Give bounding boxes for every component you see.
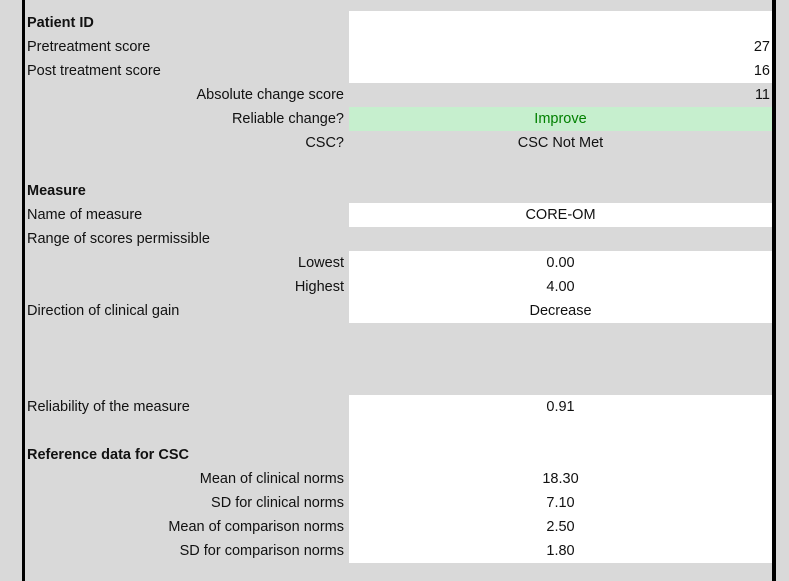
name-of-measure-cell[interactable]: CORE-OM (349, 203, 772, 227)
mean-comparison-cell[interactable]: 2.50 (349, 515, 772, 539)
name-of-measure-label: Name of measure (27, 207, 143, 223)
direction-label: Direction of clinical gain (27, 303, 180, 319)
row-reliable-change (25, 107, 772, 131)
row-direction (25, 299, 772, 323)
row-absolute-change (25, 83, 772, 107)
right-border (772, 0, 776, 581)
lowest-cell[interactable]: 0.00 (349, 251, 772, 275)
lowest-label: Lowest (298, 255, 344, 271)
direction-cell[interactable]: Decrease (349, 299, 772, 323)
mean-comparison-label: Mean of comparison norms (168, 519, 344, 535)
reference-heading: Reference data for CSC (27, 447, 189, 463)
pretreatment-cell[interactable]: 27 (349, 35, 772, 59)
row-name-of-measure (25, 203, 772, 227)
row-mean-comparison (25, 515, 772, 539)
post-treatment-cell[interactable]: 16 (349, 59, 772, 83)
sd-comparison-label: SD for comparison norms (179, 543, 344, 559)
row-pretreatment (25, 35, 772, 59)
reference-heading-cell (349, 443, 772, 467)
highest-label: Highest (294, 279, 344, 295)
row-reliability (25, 395, 772, 419)
sd-clinical-label: SD for clinical norms (211, 495, 344, 511)
pretreatment-label: Pretreatment score (27, 39, 151, 55)
row-highest (25, 275, 772, 299)
row-sd-comparison (25, 539, 772, 563)
sd-comparison-cell[interactable]: 1.80 (349, 539, 772, 563)
post-treatment-label: Post treatment score (27, 63, 161, 79)
row-lowest (25, 251, 772, 275)
reliable-change-cell: Improve (349, 107, 772, 131)
sd-clinical-cell[interactable]: 7.10 (349, 491, 772, 515)
patient-id-label: Patient ID (27, 15, 94, 31)
mean-clinical-cell[interactable]: 18.30 (349, 467, 772, 491)
patient-id-cell[interactable] (349, 11, 772, 35)
reliability-cell[interactable]: 0.91 (349, 395, 772, 419)
row-range (25, 227, 772, 251)
mean-clinical-label: Mean of clinical norms (199, 471, 344, 487)
row-mean-clinical (25, 467, 772, 491)
csc-label: CSC? (305, 135, 344, 151)
reliability-spacer-cell (349, 419, 772, 443)
highest-cell[interactable]: 4.00 (349, 275, 772, 299)
row-post-treatment (25, 59, 772, 83)
reliability-label: Reliability of the measure (27, 399, 190, 415)
row-reference-heading (25, 443, 772, 467)
absolute-change-cell: 11 (754, 87, 770, 103)
csc-cell: CSC Not Met (517, 135, 604, 151)
absolute-change-label: Absolute change score (196, 87, 344, 103)
measure-heading: Measure (27, 183, 86, 199)
row-measure-heading (25, 179, 772, 203)
row-csc (25, 131, 772, 155)
row-reliability-spacer (25, 419, 772, 443)
reliable-change-label: Reliable change? (231, 111, 344, 127)
row-sd-clinical (25, 491, 772, 515)
row-patient-id (25, 11, 772, 35)
range-label: Range of scores permissible (27, 231, 210, 247)
